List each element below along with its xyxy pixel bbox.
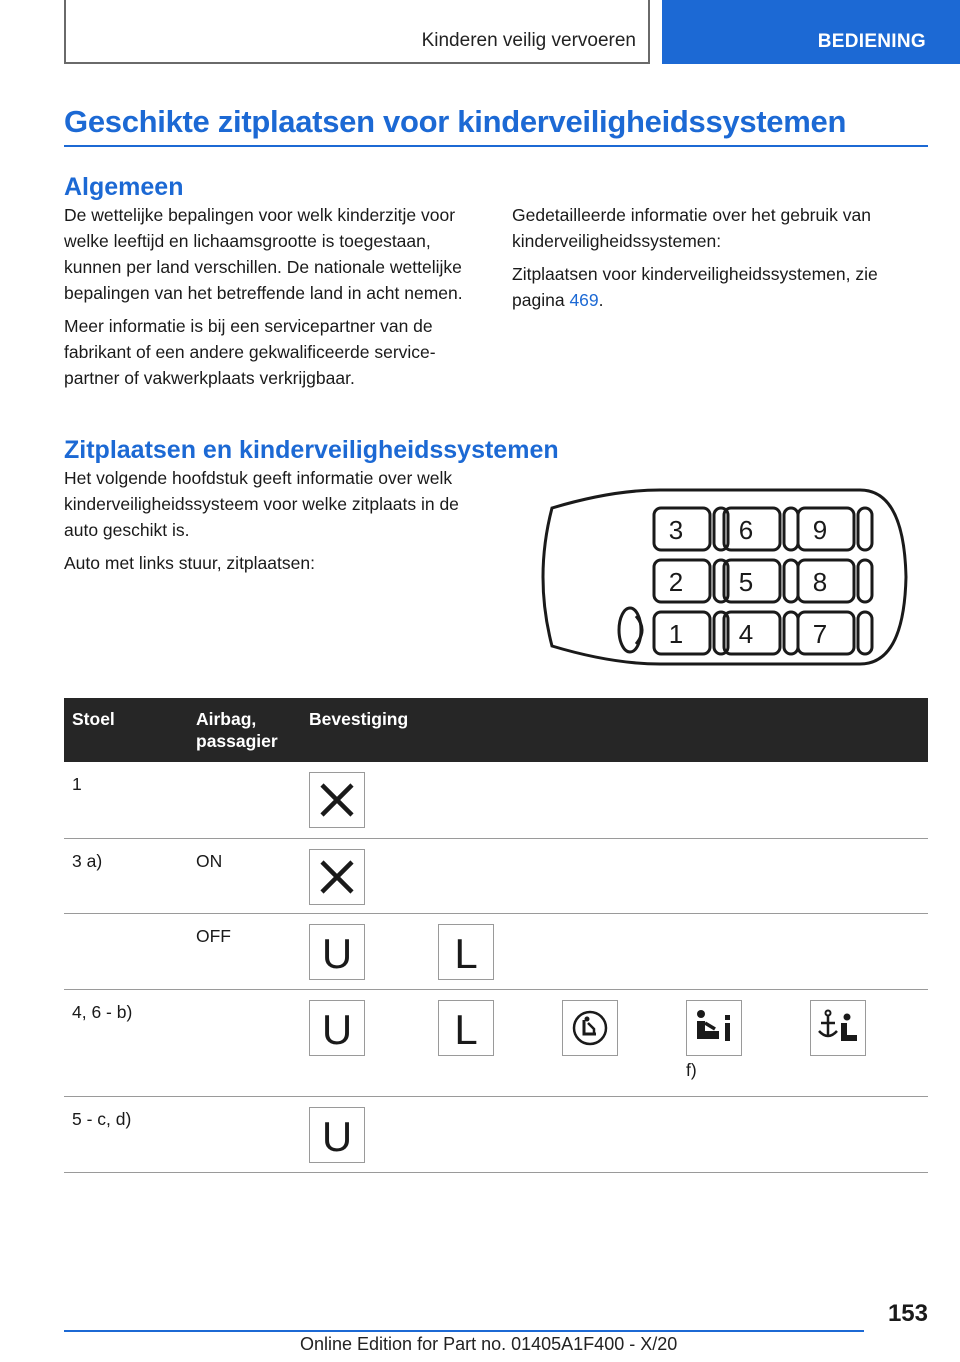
table-row: [64, 1097, 928, 1173]
header-section-box: [64, 0, 650, 64]
seats-paragraph-lhd: Auto met links stuur, zitplaatsen:: [64, 553, 315, 573]
seat-number-6: 6: [738, 515, 754, 545]
general-detail-paragraph: Gedetailleerde informatie over het gebruik van kinderveiligheidssystemen:: [512, 205, 871, 251]
footer-divider: [64, 1330, 864, 1332]
seats-paragraph: Het volgende hoofdstuk geeft informatie over welk kinderveiligheidssysteem voor welke zitplaats in de auto geschikt is.: [64, 468, 459, 540]
letter-u-icon: [309, 924, 365, 980]
cross-icon: [309, 849, 365, 905]
title-divider: [64, 145, 928, 147]
letter-l-icon: [438, 924, 494, 980]
isize-letter-glyph: i: [732, 1045, 733, 1050]
general-paragraph: De wettelijke bepalingen voor welk kinderzitje voor welke leeftijd en lichaamsgrootte is toegestaan, kunnen per land verschillen. De nationale wettelijke bepalingen van het betreffende land in acht nemen.: [64, 205, 463, 303]
isize-seat-icon: [686, 1000, 742, 1056]
row-footnote: f): [686, 1060, 697, 1080]
row-airbag: ON: [196, 851, 223, 871]
letter-u-glyph: U: [321, 930, 353, 977]
cross-icon: [309, 772, 365, 828]
anchor-seat-icon: [810, 1000, 866, 1056]
general-right-column: [512, 202, 922, 320]
header-seat: Stoel: [72, 709, 115, 729]
letter-u-icon: [309, 1000, 365, 1056]
seat-number-5: 5: [738, 567, 754, 597]
letter-u-icon: [309, 1107, 365, 1163]
letter-u-glyph: U: [321, 1113, 353, 1160]
heading-seats: Zitplaatsen en kinderveiligheidssystemen: [64, 436, 559, 464]
letter-l-glyph: L: [454, 930, 478, 977]
isofix-seat-icon: [562, 1000, 618, 1056]
seat-number-3: 3: [668, 515, 684, 545]
table-header: [64, 698, 928, 762]
letter-u-glyph: U: [321, 1006, 353, 1053]
seat-number-7: 7: [812, 619, 828, 649]
seat-number-2: 2: [668, 567, 684, 597]
page-title: Geschikte zitplaatsen voor kinderveiligheidssystemen: [64, 104, 847, 139]
table-row: [64, 762, 928, 839]
header-mounting: Bevestiging: [309, 709, 409, 729]
seat-number-4: 4: [738, 619, 754, 649]
seat-layout-figure: [532, 486, 912, 668]
seat-suitability-table: [64, 698, 928, 1173]
letter-l-icon: [438, 1000, 494, 1056]
table-row: [64, 914, 928, 990]
heading-general: Algemeen: [64, 173, 184, 201]
header-chapter-tab: [662, 0, 960, 64]
general-left-column: [64, 202, 484, 398]
general-reference-paragraph: [512, 261, 922, 313]
row-seat: 5 - c, d): [72, 1109, 132, 1129]
seat-number-1: 1: [668, 619, 684, 649]
page-reference-link[interactable]: 469: [569, 290, 599, 310]
reference-period: .: [598, 290, 604, 310]
header-chapter-label: BEDIENING: [817, 31, 926, 52]
reference-text: Zitplaatsen voor kinderveiligheidssystemen, zie pagina: [512, 264, 878, 310]
page-number: 153: [887, 1300, 928, 1327]
header-section-title: Kinderen veilig vervoeren: [421, 30, 636, 51]
seats-text-column: [64, 465, 484, 583]
general-paragraph: Meer informatie is bij een servicepartner van de fabrikant of een andere gekwalificeerde servicepartner of vakwerkplaats verkrijgbaar.: [64, 316, 436, 388]
row-seat: 3 a): [72, 851, 103, 871]
seat-number-9: 9: [812, 515, 828, 545]
row-seat: 4, 6 - b): [72, 1002, 133, 1022]
table-row: [64, 990, 928, 1097]
header-airbag: Airbag, passagier: [196, 709, 278, 751]
table-row: [64, 839, 928, 914]
letter-l-glyph: L: [454, 1006, 478, 1053]
row-seat: 1: [72, 774, 82, 794]
seat-number-8: 8: [812, 567, 828, 597]
row-airbag: OFF: [196, 926, 231, 946]
footer-edition: Online Edition for Part no. 01405A1F400 - X/20: [300, 1334, 678, 1354]
